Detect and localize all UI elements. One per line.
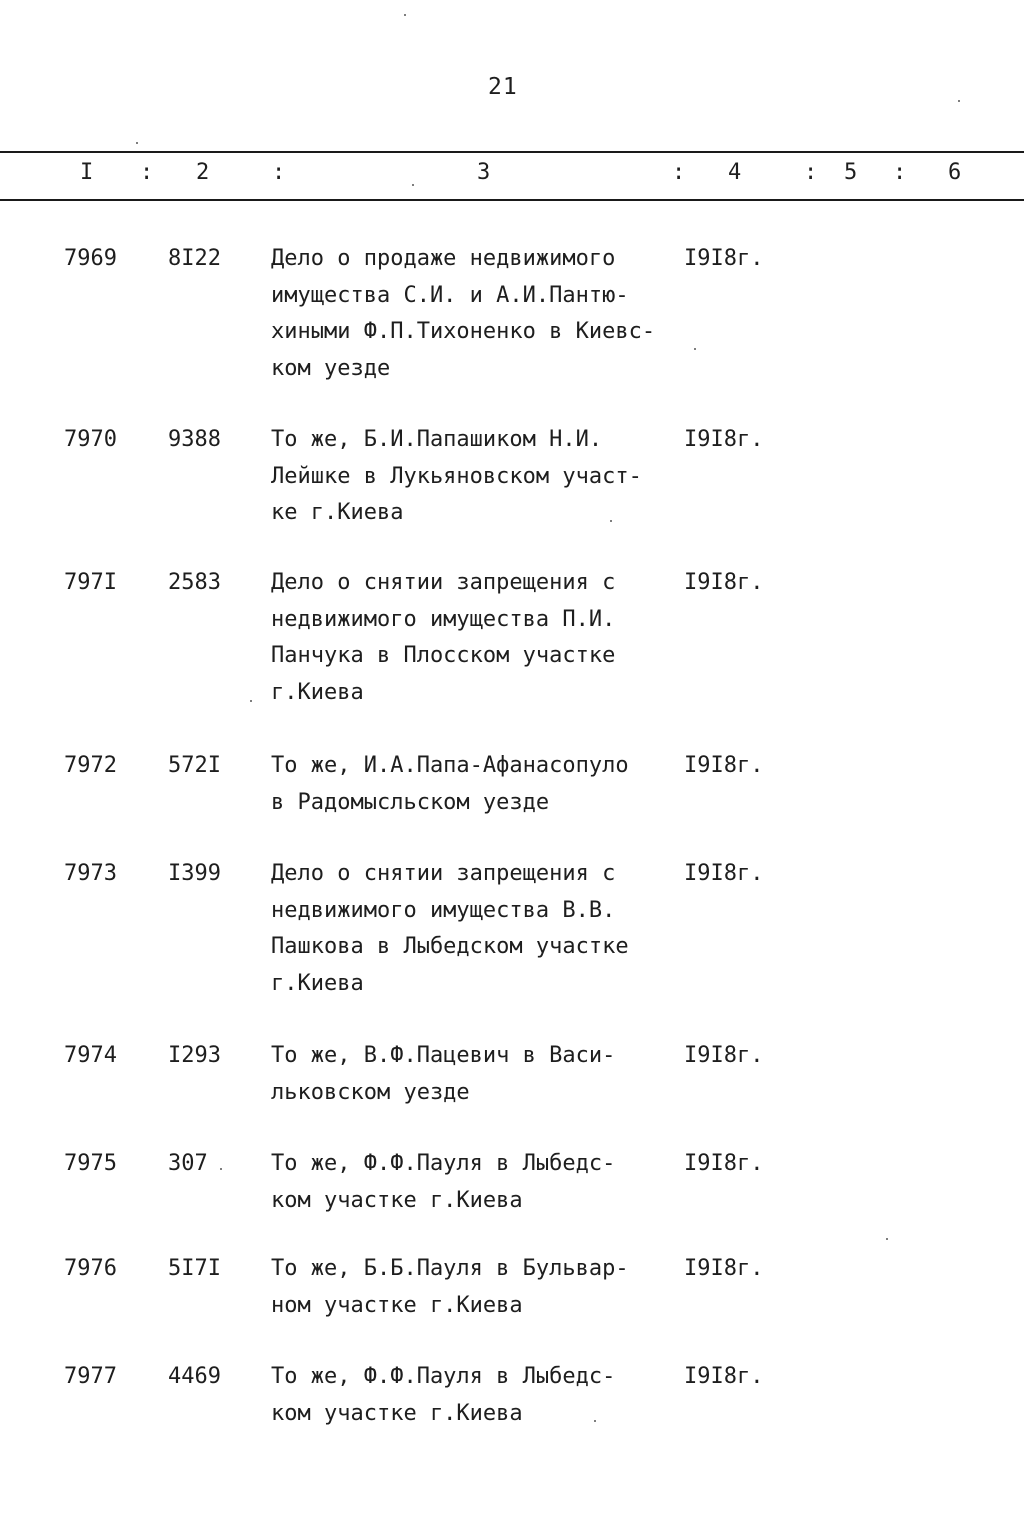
description-line: Лейшке в Лукьяновском участ- bbox=[271, 463, 642, 489]
scan-speck bbox=[412, 184, 414, 186]
description-line: ном участке г.Киева bbox=[271, 1292, 523, 1318]
description-line: Панчука в Плосском участке bbox=[271, 643, 616, 668]
page-number: 21 bbox=[488, 74, 518, 100]
description-line: хиными Ф.П.Тихоненко в Киевс- bbox=[271, 319, 656, 344]
description-line: То же, Ф.Ф.Пауля в Лыбедс- bbox=[271, 1364, 616, 1389]
entry-number: 7974 bbox=[64, 1043, 117, 1068]
entry-number: 7977 bbox=[64, 1364, 117, 1389]
entry-code: I399 bbox=[168, 861, 221, 886]
column-header-5: 5 bbox=[844, 160, 858, 185]
description-line: Дело о снятии запрещения с bbox=[271, 861, 616, 886]
scan-speck bbox=[250, 700, 252, 702]
column-header-4: 4 bbox=[728, 160, 742, 185]
table-header-rule bbox=[0, 199, 1024, 201]
column-header-2: 2 bbox=[196, 160, 210, 185]
entry-date: I9I8г. bbox=[684, 427, 764, 452]
entry-number: 797I bbox=[64, 570, 117, 595]
scan-speck bbox=[220, 1168, 222, 1170]
column-separator: : bbox=[272, 160, 286, 185]
entry-number: 7973 bbox=[64, 861, 117, 886]
entry-code: 5I7I bbox=[168, 1256, 221, 1281]
description-line: Пашкова в Лыбедском участке bbox=[271, 934, 629, 959]
entry-number: 7975 bbox=[64, 1151, 117, 1176]
entry-date: I9I8г. bbox=[684, 1151, 764, 1176]
entry-code: 4469 bbox=[168, 1364, 221, 1389]
column-header-6: 6 bbox=[948, 160, 962, 185]
entry-description bbox=[271, 856, 683, 1002]
entry-description bbox=[271, 565, 683, 711]
column-separator: : bbox=[140, 160, 154, 185]
entry-code: 2583 bbox=[168, 570, 221, 595]
column-header-row bbox=[0, 160, 1024, 190]
description-line: ком участке г.Киева bbox=[271, 1400, 523, 1426]
description-line: То же, Ф.Ф.Пауля в Лыбедс- bbox=[271, 1151, 616, 1176]
description-line: Дело о снятии запрещения с bbox=[271, 570, 616, 595]
entry-date: I9I8г. bbox=[684, 570, 764, 595]
entry-code: 9388 bbox=[168, 427, 221, 452]
entry-code: 572I bbox=[168, 753, 221, 778]
entry-date: I9I8г. bbox=[684, 861, 764, 886]
description-line: То же, Б.И.Папашиком Н.И. bbox=[271, 427, 603, 452]
description-line: ком участке г.Киева bbox=[271, 1187, 523, 1213]
description-line: имущества С.И. и А.И.Пантю- bbox=[271, 282, 629, 308]
entry-description bbox=[271, 1038, 683, 1111]
scan-speck bbox=[136, 142, 138, 144]
description-line: г.Киева bbox=[271, 679, 364, 705]
entry-date: I9I8г. bbox=[684, 1364, 764, 1389]
description-line: г.Киева bbox=[271, 970, 364, 996]
entry-description bbox=[271, 1146, 683, 1219]
entry-date: I9I8г. bbox=[684, 1043, 764, 1068]
description-line: в Радомысльском уезде bbox=[271, 789, 550, 815]
scan-speck bbox=[610, 520, 612, 522]
entry-code: I293 bbox=[168, 1043, 221, 1068]
description-line: льковском уезде bbox=[271, 1079, 470, 1105]
entry-number: 7972 bbox=[64, 753, 117, 778]
entry-description bbox=[271, 1251, 683, 1324]
description-line: То же, Б.Б.Пауля в Бульвар- bbox=[271, 1256, 629, 1281]
entry-date: I9I8г. bbox=[684, 1256, 764, 1281]
entry-code: 8I22 bbox=[168, 246, 221, 271]
scan-speck bbox=[886, 1238, 888, 1240]
entry-number: 7976 bbox=[64, 1256, 117, 1281]
entry-number: 7970 bbox=[64, 427, 117, 452]
table-top-rule bbox=[0, 151, 1024, 153]
description-line: То же, И.А.Папа-Афанасопуло bbox=[271, 753, 629, 778]
entry-code: 307 bbox=[168, 1151, 208, 1176]
column-header-1: I bbox=[80, 160, 94, 185]
scan-speck bbox=[958, 100, 960, 102]
entry-number: 7969 bbox=[64, 246, 117, 271]
column-header-3: 3 bbox=[477, 160, 491, 185]
entry-description bbox=[271, 748, 683, 821]
entry-date: I9I8г. bbox=[684, 246, 764, 271]
column-separator: : bbox=[672, 160, 686, 185]
entry-date: I9I8г. bbox=[684, 753, 764, 778]
column-separator: : bbox=[804, 160, 818, 185]
description-line: Дело о продаже недвижимого bbox=[271, 246, 616, 271]
entry-description bbox=[271, 422, 683, 532]
description-line: недвижимого имущества В.В. bbox=[271, 897, 616, 923]
description-line: ке г.Киева bbox=[271, 500, 404, 525]
scan-speck bbox=[694, 348, 696, 350]
description-line: недвижимого имущества П.И. bbox=[271, 606, 616, 632]
description-line: То же, В.Ф.Пацевич в Васи- bbox=[271, 1043, 616, 1068]
entry-description bbox=[271, 241, 683, 387]
scan-speck bbox=[594, 1420, 596, 1422]
column-separator: : bbox=[893, 160, 907, 185]
description-line: ком уезде bbox=[271, 355, 391, 381]
entry-description bbox=[271, 1359, 683, 1432]
scan-speck bbox=[404, 14, 406, 16]
